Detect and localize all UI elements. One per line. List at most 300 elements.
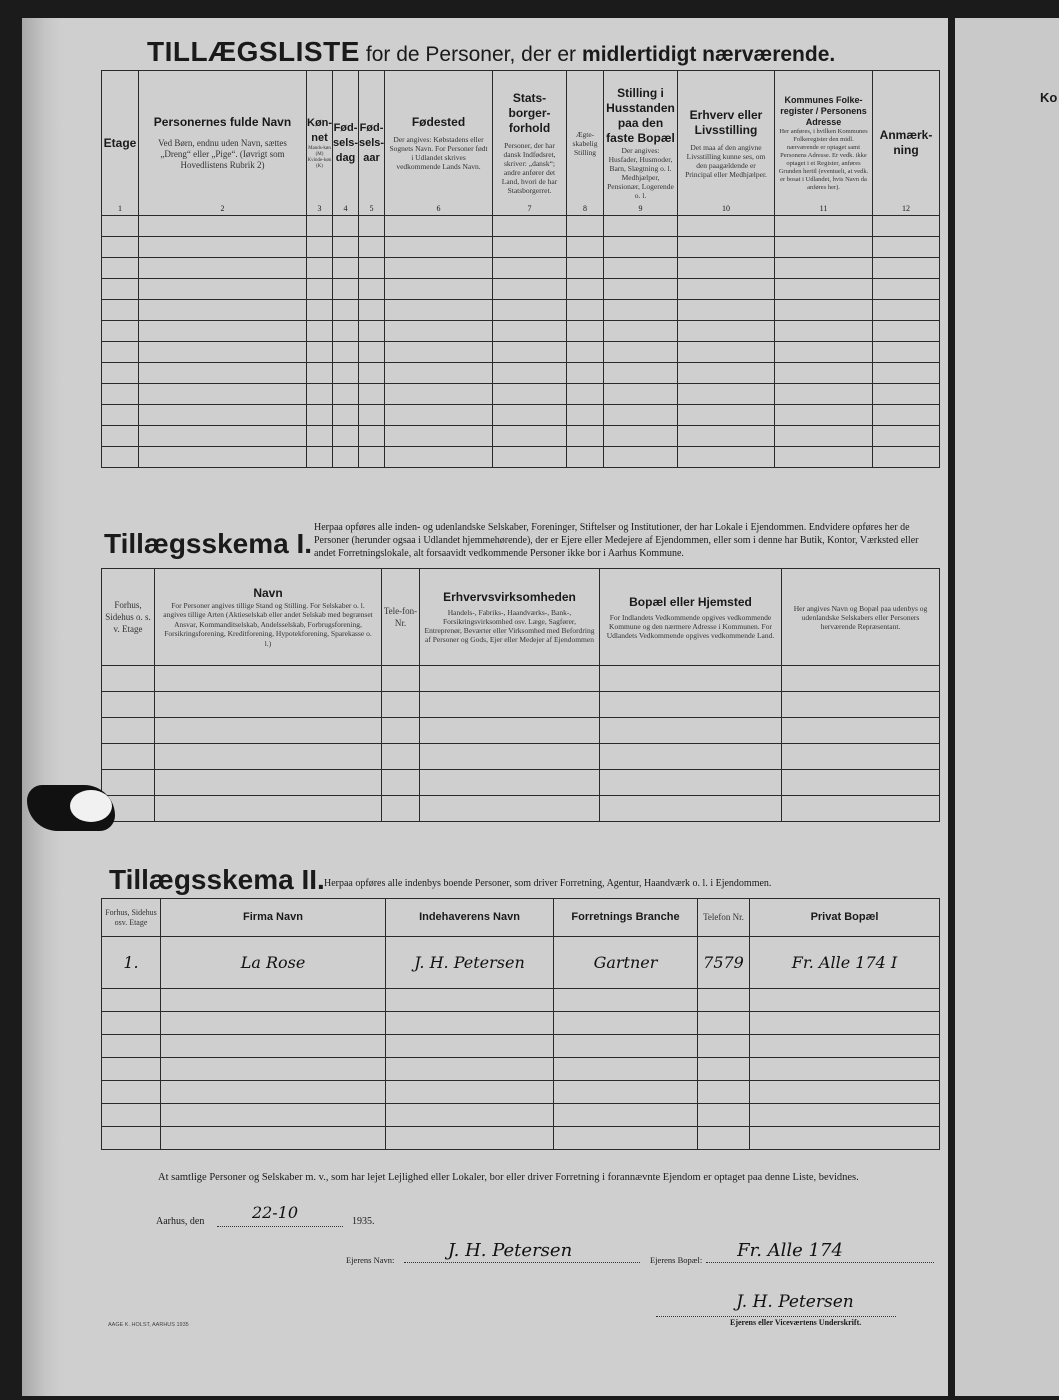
blank-cell	[359, 426, 385, 447]
blank-cell	[359, 384, 385, 405]
blank-cell	[155, 796, 382, 822]
title-main: TILLÆGSLISTE	[147, 36, 360, 67]
blank-row	[102, 1104, 940, 1127]
entry-firma: La Rose	[161, 937, 386, 989]
blank-cell	[775, 384, 873, 405]
blank-row	[102, 770, 940, 796]
blank-cell	[873, 405, 940, 426]
signature: J. H. Petersen	[736, 1292, 854, 1312]
blank-cell	[307, 426, 333, 447]
blank-cell	[698, 1081, 750, 1104]
blank-cell	[493, 405, 567, 426]
blank-row	[102, 666, 940, 692]
blank-row	[102, 1058, 940, 1081]
entry-etage: 1.	[102, 937, 161, 989]
blank-cell	[600, 744, 782, 770]
blank-cell	[139, 258, 307, 279]
col-koen: Køn-net Mands-køn (M) Kvinde-køn (K) 3	[307, 71, 333, 216]
blank-cell	[678, 237, 775, 258]
s1-col-bopael: Bopæl eller Hjemsted For Indlandets Vedkommende opgives vedkommende Kommune og den nærmere Adresse i Kommunen. For Udlandets Vedkommende opgives vedkommende Land.	[600, 569, 782, 666]
blank-cell	[873, 384, 940, 405]
s1-col-repraesentant: Her angives Navn og Bopæl paa udenbys og udenlandske Selskabers eller Personers herværende Repræsentant.	[782, 569, 940, 666]
blank-cell	[750, 1058, 940, 1081]
blank-cell	[567, 216, 604, 237]
blank-cell	[382, 718, 420, 744]
blank-row	[102, 300, 940, 321]
blank-cell	[102, 258, 139, 279]
blank-cell	[161, 1058, 386, 1081]
blank-row	[102, 384, 940, 405]
blank-cell	[333, 279, 359, 300]
main-table	[101, 70, 940, 468]
blank-row	[102, 342, 940, 363]
blank-cell	[750, 1035, 940, 1058]
blank-cell	[782, 692, 940, 718]
blank-cell	[698, 1104, 750, 1127]
blank-cell	[604, 321, 678, 342]
blank-cell	[493, 342, 567, 363]
blank-cell	[750, 1081, 940, 1104]
blank-cell	[359, 237, 385, 258]
blank-cell	[493, 300, 567, 321]
blank-cell	[102, 321, 139, 342]
blank-cell	[600, 718, 782, 744]
skema2-body	[102, 989, 940, 1150]
skema2-entry-row	[102, 937, 940, 989]
blank-cell	[385, 426, 493, 447]
blank-cell	[382, 666, 420, 692]
col-foedselsaar: Fød-sels-aar 5	[359, 71, 385, 216]
blank-cell	[567, 426, 604, 447]
title-rest: for de Personer, der er	[365, 43, 577, 66]
blank-row	[102, 405, 940, 426]
blank-cell	[678, 426, 775, 447]
blank-cell	[678, 258, 775, 279]
blank-cell	[359, 405, 385, 426]
blank-cell	[161, 1104, 386, 1127]
blank-cell	[678, 447, 775, 468]
blank-cell	[333, 300, 359, 321]
blank-cell	[139, 447, 307, 468]
blank-cell	[307, 279, 333, 300]
blank-cell	[775, 216, 873, 237]
blank-cell	[333, 405, 359, 426]
blank-cell	[873, 237, 940, 258]
blank-cell	[307, 237, 333, 258]
col-navn: Personernes fulde Navn Ved Børn, endnu uden Navn, sættes „Dreng“ eller „Pige“. (Iøvrigt som Hovedlistens Rubrik 2) 2	[139, 71, 307, 216]
owner-address-label: Ejerens Bopæl:	[650, 1255, 703, 1265]
blank-cell	[102, 692, 155, 718]
blank-cell	[678, 405, 775, 426]
blank-cell	[782, 770, 940, 796]
blank-cell	[873, 300, 940, 321]
blank-cell	[775, 447, 873, 468]
blank-cell	[102, 384, 139, 405]
blank-cell	[333, 363, 359, 384]
blank-cell	[567, 279, 604, 300]
blank-cell	[102, 300, 139, 321]
blank-cell	[333, 216, 359, 237]
blank-cell	[139, 216, 307, 237]
blank-cell	[386, 989, 554, 1012]
skema1-table	[101, 568, 940, 822]
s2-col-branche: Forretnings Branche	[554, 899, 698, 937]
blank-cell	[333, 447, 359, 468]
blank-cell	[678, 300, 775, 321]
blank-cell	[493, 321, 567, 342]
blank-cell	[102, 989, 161, 1012]
blank-cell	[604, 258, 678, 279]
blank-row	[102, 216, 940, 237]
blank-cell	[600, 692, 782, 718]
s1-col-navn: Navn For Personer angives tillige Stand og Stilling. For Selskaber o. l. angives tillige Arten (Aktieselskab eller andet Selskab med begrænset Ansvar, Kommanditselskab, Andelsselskab, Forbrugsforening, Forsikringsforening, Kreditforening, Hypotekforening, Sparekasse o. l.)	[155, 569, 382, 666]
blank-cell	[775, 405, 873, 426]
blank-row	[102, 447, 940, 468]
blank-cell	[385, 300, 493, 321]
blank-cell	[155, 744, 382, 770]
blank-cell	[102, 1035, 161, 1058]
blank-cell	[604, 426, 678, 447]
blank-cell	[385, 321, 493, 342]
blank-cell	[604, 447, 678, 468]
blank-cell	[600, 770, 782, 796]
blank-row	[102, 989, 940, 1012]
blank-row	[102, 258, 940, 279]
blank-cell	[102, 1058, 161, 1081]
blank-cell	[102, 1104, 161, 1127]
blank-cell	[873, 279, 940, 300]
blank-cell	[139, 384, 307, 405]
col-aegteskab: Ægte-skabelig Stilling 8	[567, 71, 604, 216]
blank-cell	[775, 237, 873, 258]
blank-row	[102, 363, 940, 384]
blank-cell	[698, 1127, 750, 1150]
title-bold: midlertidigt nærværende.	[582, 43, 836, 66]
blank-cell	[382, 744, 420, 770]
owner-name-label: Ejerens Navn:	[346, 1255, 395, 1265]
certification-text: At samtlige Personer og Selskaber m. v., som har lejet Lejlighed eller Lokaler, bor eller driver Forretning i forannævnte Ejendom er optaget paa denne Liste, bevidnes.	[158, 1172, 859, 1183]
blank-cell	[139, 363, 307, 384]
blank-cell	[161, 1012, 386, 1035]
blank-cell	[333, 237, 359, 258]
blank-cell	[386, 1012, 554, 1035]
skema1-title: Tillægsskema I.	[104, 528, 313, 559]
blank-cell	[102, 216, 139, 237]
blank-cell	[102, 342, 139, 363]
s1-col-etage: Forhus, Sidehus o. s. v. Etage	[102, 569, 155, 666]
blank-cell	[678, 342, 775, 363]
col-foedselsdag: Fød-sels-dag 4	[333, 71, 359, 216]
blank-row	[102, 279, 940, 300]
blank-cell	[554, 1058, 698, 1081]
blank-cell	[873, 321, 940, 342]
page-clip-highlight	[70, 790, 112, 822]
blank-cell	[420, 744, 600, 770]
blank-cell	[493, 216, 567, 237]
blank-cell	[698, 989, 750, 1012]
blank-cell	[750, 1104, 940, 1127]
blank-cell	[420, 718, 600, 744]
blank-cell	[307, 405, 333, 426]
blank-cell	[567, 447, 604, 468]
blank-cell	[698, 1058, 750, 1081]
blank-cell	[567, 321, 604, 342]
blank-cell	[359, 363, 385, 384]
main-table-body	[102, 216, 940, 468]
blank-cell	[386, 1035, 554, 1058]
blank-cell	[307, 258, 333, 279]
blank-cell	[493, 279, 567, 300]
blank-cell	[155, 718, 382, 744]
blank-cell	[554, 1012, 698, 1035]
blank-cell	[420, 770, 600, 796]
blank-cell	[139, 300, 307, 321]
blank-cell	[554, 1081, 698, 1104]
blank-cell	[307, 300, 333, 321]
blank-cell	[155, 692, 382, 718]
blank-cell	[102, 666, 155, 692]
skema2-description: Herpaa opføres alle indenbys boende Personer, som driver Forretning, Agentur, Haandværk o. l. i Ejendommen.	[324, 878, 772, 889]
blank-cell	[102, 447, 139, 468]
blank-cell	[775, 426, 873, 447]
blank-cell	[775, 363, 873, 384]
entry-branche: Gartner	[554, 937, 698, 989]
blank-cell	[600, 666, 782, 692]
blank-cell	[604, 363, 678, 384]
s2-col-telefon: Telefon Nr.	[698, 899, 750, 937]
blank-cell	[102, 744, 155, 770]
blank-cell	[139, 279, 307, 300]
blank-cell	[333, 426, 359, 447]
blank-cell	[139, 321, 307, 342]
blank-row	[102, 718, 940, 744]
blank-cell	[775, 279, 873, 300]
blank-cell	[307, 321, 333, 342]
blank-cell	[385, 216, 493, 237]
blank-cell	[139, 426, 307, 447]
s2-col-bopael: Privat Bopæl	[750, 899, 940, 937]
blank-cell	[359, 321, 385, 342]
blank-cell	[333, 321, 359, 342]
signature-label: Ejerens eller Viceværtens Underskrift.	[730, 1318, 862, 1327]
blank-cell	[161, 1035, 386, 1058]
blank-cell	[102, 237, 139, 258]
blank-cell	[386, 1081, 554, 1104]
blank-cell	[554, 1104, 698, 1127]
blank-cell	[873, 447, 940, 468]
blank-cell	[385, 237, 493, 258]
blank-cell	[567, 237, 604, 258]
blank-row	[102, 237, 940, 258]
blank-cell	[873, 216, 940, 237]
blank-cell	[782, 666, 940, 692]
blank-cell	[307, 447, 333, 468]
blank-cell	[385, 342, 493, 363]
blank-cell	[385, 405, 493, 426]
blank-cell	[386, 1104, 554, 1127]
blank-row	[102, 321, 940, 342]
blank-cell	[604, 279, 678, 300]
blank-cell	[155, 770, 382, 796]
blank-cell	[359, 447, 385, 468]
blank-cell	[873, 258, 940, 279]
blank-cell	[333, 258, 359, 279]
blank-cell	[775, 300, 873, 321]
page-title	[147, 36, 947, 68]
blank-cell	[385, 363, 493, 384]
blank-cell	[359, 258, 385, 279]
col-erhverv: Erhverv eller Livsstilling Det maa af den angivne Livsstilling kunne ses, om den paagældende er Principal eller Medhjælper. 10	[678, 71, 775, 216]
blank-cell	[333, 384, 359, 405]
blank-cell	[567, 342, 604, 363]
blank-cell	[102, 363, 139, 384]
owner-name-signature: J. H. Petersen	[447, 1240, 573, 1261]
date-handwritten: 22-10	[251, 1203, 299, 1222]
col-stilling: Stilling i Husstanden paa den faste Bopæl Der angives: Husfader, Husmoder, Barn, Slægtning o. l. Medhjælper, Pensionær, Logerende o. l. 9	[604, 71, 678, 216]
adjacent-page	[955, 18, 1059, 1396]
blank-cell	[554, 1035, 698, 1058]
blank-cell	[554, 989, 698, 1012]
blank-cell	[382, 770, 420, 796]
blank-cell	[359, 216, 385, 237]
blank-cell	[102, 1127, 161, 1150]
blank-cell	[386, 1127, 554, 1150]
blank-cell	[775, 342, 873, 363]
blank-cell	[493, 237, 567, 258]
blank-cell	[567, 300, 604, 321]
blank-cell	[102, 770, 155, 796]
blank-cell	[307, 384, 333, 405]
blank-cell	[102, 426, 139, 447]
blank-cell	[775, 258, 873, 279]
adjacent-page-text: Ko	[1040, 90, 1058, 105]
blank-cell	[161, 989, 386, 1012]
book-spine	[22, 18, 62, 1396]
blank-cell	[604, 342, 678, 363]
blank-cell	[102, 405, 139, 426]
blank-cell	[307, 216, 333, 237]
blank-cell	[420, 666, 600, 692]
blank-cell	[604, 384, 678, 405]
blank-cell	[359, 300, 385, 321]
blank-cell	[782, 796, 940, 822]
blank-cell	[678, 216, 775, 237]
blank-cell	[678, 384, 775, 405]
s2-col-etage: Forhus, Sidehus osv. Etage	[102, 899, 161, 937]
blank-cell	[493, 426, 567, 447]
blank-cell	[139, 405, 307, 426]
blank-row	[102, 692, 940, 718]
skema1-description: Herpaa opføres alle inden- og udenlandske Selskaber, Foreninger, Stiftelser og Institutioner, der har Lokale i Ejendommen. Endvidere opføres her de Personer (herunder ogsaa i Udlandet hjemmehørende), der er Ejere eller Medejere af Ejendommen, eller som i denne har Butik, Kontor, Værksted eller andet Forretningslokale, alt forsaavidt vedkommende Personer ikke bor i Aarhus Kommune.	[314, 522, 919, 559]
blank-cell	[139, 237, 307, 258]
s2-col-indehaver: Indehaverens Navn	[386, 899, 554, 937]
blank-row	[102, 744, 940, 770]
blank-cell	[604, 216, 678, 237]
blank-cell	[493, 384, 567, 405]
blank-cell	[782, 744, 940, 770]
date-place: Aarhus, den	[156, 1216, 205, 1227]
blank-cell	[750, 989, 940, 1012]
blank-cell	[873, 426, 940, 447]
blank-cell	[567, 384, 604, 405]
blank-row	[102, 1081, 940, 1104]
blank-cell	[359, 342, 385, 363]
blank-cell	[102, 1012, 161, 1035]
col-statsborger: Stats-borger-forhold Personer, der har dansk Indfødsret, skriver: „dansk“; andre anfører det Land, hvori de har Statsborgerret. 7	[493, 71, 567, 216]
blank-row	[102, 426, 940, 447]
blank-cell	[604, 237, 678, 258]
blank-cell	[604, 300, 678, 321]
blank-row	[102, 1127, 940, 1150]
blank-cell	[102, 1081, 161, 1104]
col-folkeregister: Kommunes Folke-register / Personens Adresse Her anføres, i hvilken Kommunes Folkeregister den midl. nærværende er optaget samt Personens Adresse. Er vedk. ikke optaget i et Register, anføres Grunden hertil (eventuelt, at vedk. er bosat i Udlandet, hvis Navn da anføres her). 11	[775, 71, 873, 216]
s1-col-telefon: Tele-fon-Nr.	[382, 569, 420, 666]
blank-cell	[600, 796, 782, 822]
col-foedested: Fødested Der angives: Købstadens eller Sognets Navn. For Personer født i Udlandet skrives vedkommende Lands Navn. 6	[385, 71, 493, 216]
blank-cell	[554, 1127, 698, 1150]
blank-cell	[873, 342, 940, 363]
blank-cell	[139, 342, 307, 363]
blank-cell	[385, 384, 493, 405]
blank-cell	[493, 447, 567, 468]
printer-note: AAGE K. HOLST, AARHUS 1935	[108, 1322, 189, 1328]
skema2-table	[101, 898, 940, 1150]
blank-cell	[678, 321, 775, 342]
blank-cell	[385, 447, 493, 468]
date-year: 1935.	[352, 1216, 375, 1227]
blank-cell	[333, 342, 359, 363]
blank-cell	[567, 258, 604, 279]
blank-cell	[386, 1058, 554, 1081]
blank-cell	[420, 796, 600, 822]
blank-cell	[750, 1012, 940, 1035]
blank-row	[102, 1012, 940, 1035]
blank-cell	[873, 363, 940, 384]
blank-cell	[385, 258, 493, 279]
blank-cell	[307, 342, 333, 363]
blank-cell	[567, 363, 604, 384]
blank-cell	[385, 279, 493, 300]
blank-cell	[698, 1012, 750, 1035]
blank-cell	[382, 692, 420, 718]
blank-cell	[775, 321, 873, 342]
col-anmaerkning: Anmærk-ning 12	[873, 71, 940, 216]
blank-cell	[698, 1035, 750, 1058]
blank-cell	[750, 1127, 940, 1150]
blank-cell	[604, 405, 678, 426]
blank-cell	[678, 279, 775, 300]
col-etage: Etage 1	[102, 71, 139, 216]
blank-cell	[678, 363, 775, 384]
blank-cell	[782, 718, 940, 744]
owner-address-value: Fr. Alle 174	[737, 1240, 843, 1261]
blank-cell	[155, 666, 382, 692]
blank-cell	[382, 796, 420, 822]
blank-cell	[161, 1081, 386, 1104]
blank-cell	[567, 405, 604, 426]
entry-indehaver: J. H. Petersen	[386, 937, 554, 989]
blank-row	[102, 796, 940, 822]
blank-cell	[161, 1127, 386, 1150]
blank-cell	[359, 279, 385, 300]
blank-cell	[493, 363, 567, 384]
blank-cell	[307, 363, 333, 384]
blank-row	[102, 1035, 940, 1058]
s2-col-firma: Firma Navn	[161, 899, 386, 937]
entry-bopael: Fr. Alle 174 I	[750, 937, 940, 989]
entry-telefon: 7579	[698, 937, 750, 989]
skema1-body	[102, 666, 940, 822]
